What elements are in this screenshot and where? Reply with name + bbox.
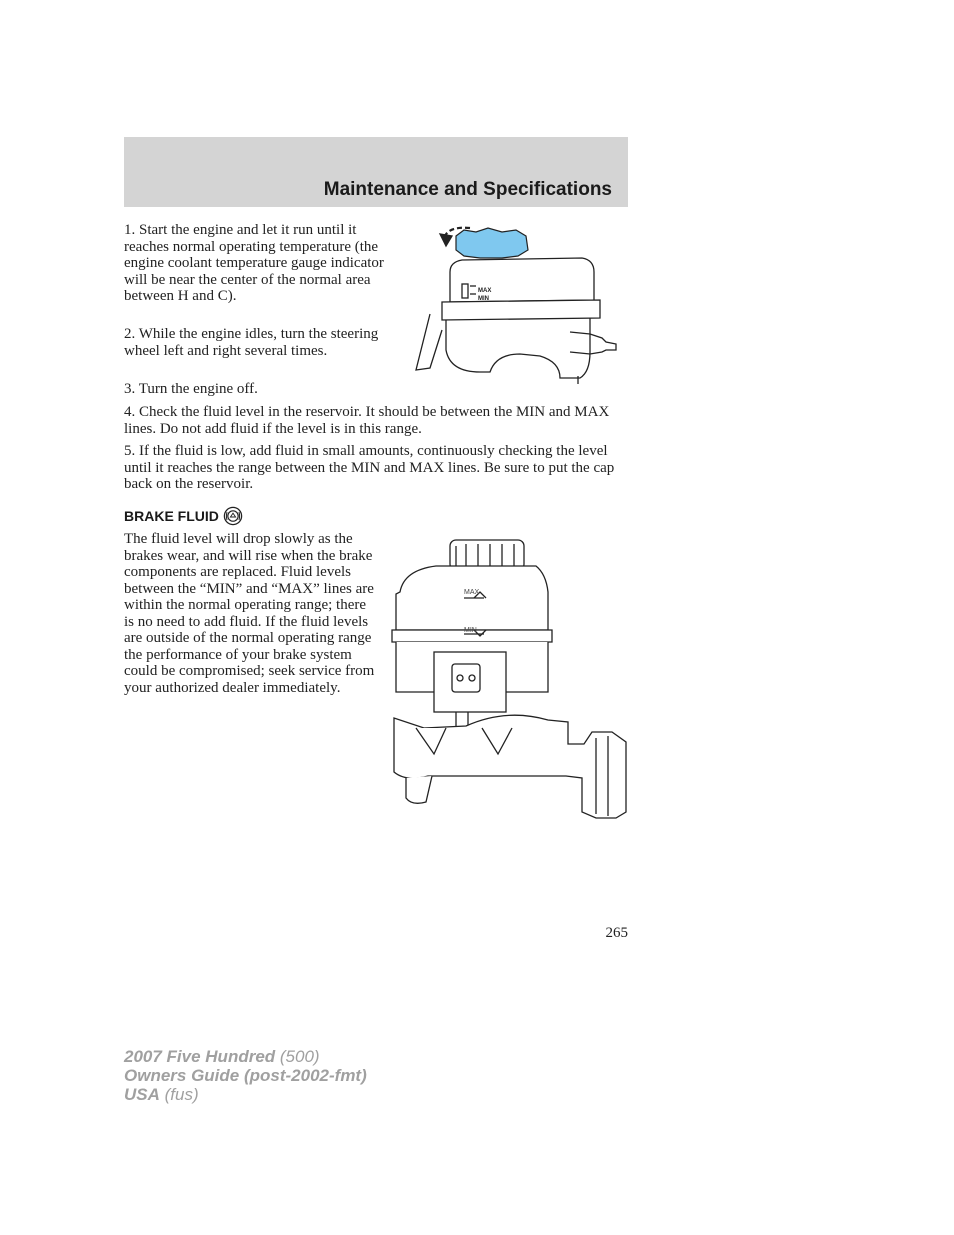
brake-max-label: MAX xyxy=(464,589,480,596)
step-1-text: 1. Start the engine and let it run until it reaches normal operating temperature (the engine coolant temperature gauge indicator will be near the center of the normal area between H and C). xyxy=(124,222,384,304)
brake-fluid-warning-icon xyxy=(223,506,243,526)
footer-market-code: (fus) xyxy=(159,1085,199,1104)
step-4-text: 4. Check the fluid level in the reservoir. It should be between the MIN and MAX lines. Do not add fluid if the level is in this range. xyxy=(124,404,610,437)
brake-fluid-heading-text: BRAKE FLUID xyxy=(124,508,219,524)
footer-model: 2007 Five Hundred xyxy=(124,1047,276,1066)
footer-line-2 xyxy=(124,1066,367,1085)
section-title: Maintenance and Specifications xyxy=(323,179,612,200)
brake-fluid-heading xyxy=(124,506,243,526)
power-steering-reservoir-illustration xyxy=(410,222,620,392)
footer-market: USA xyxy=(124,1085,160,1104)
footer-model-code: (500) xyxy=(275,1047,320,1066)
reservoir-cap xyxy=(456,228,528,258)
step-3-text: 3. Turn the engine off. xyxy=(124,381,258,397)
page-number: 265 xyxy=(605,925,628,941)
max-label: MAX xyxy=(478,288,492,294)
brake-fluid-text: The fluid level will drop slowly as the brakes wear, and will rise when the brake components are replaced. Fluid levels between the “MIN” and “MAX” lines are within the normal operating range; there is no need to add fluid. If the fluid levels are outside of the normal operating range the performance of your brake system could be compromised; seek service from your authorized dealer immediately. xyxy=(124,531,375,696)
brake-master-cylinder-illustration xyxy=(386,532,630,824)
step-5-text: 5. If the fluid is low, add fluid in small amounts, continuously checking the level until it reaches the range between the MIN and MAX lines. Be sure to put the cap back on the reservoir. xyxy=(124,443,615,492)
step-2-text: 2. While the engine idles, turn the steering wheel left and right several times. xyxy=(124,326,379,359)
brake-min-label: MIN xyxy=(464,627,477,634)
section-header-bar xyxy=(124,137,628,207)
footer-guide: Owners Guide (post-2002-fmt) xyxy=(124,1066,367,1085)
min-label: MIN xyxy=(478,296,489,302)
footer-line-3 xyxy=(124,1085,367,1104)
document-footer xyxy=(124,1047,367,1104)
footer-line-1 xyxy=(124,1047,367,1066)
